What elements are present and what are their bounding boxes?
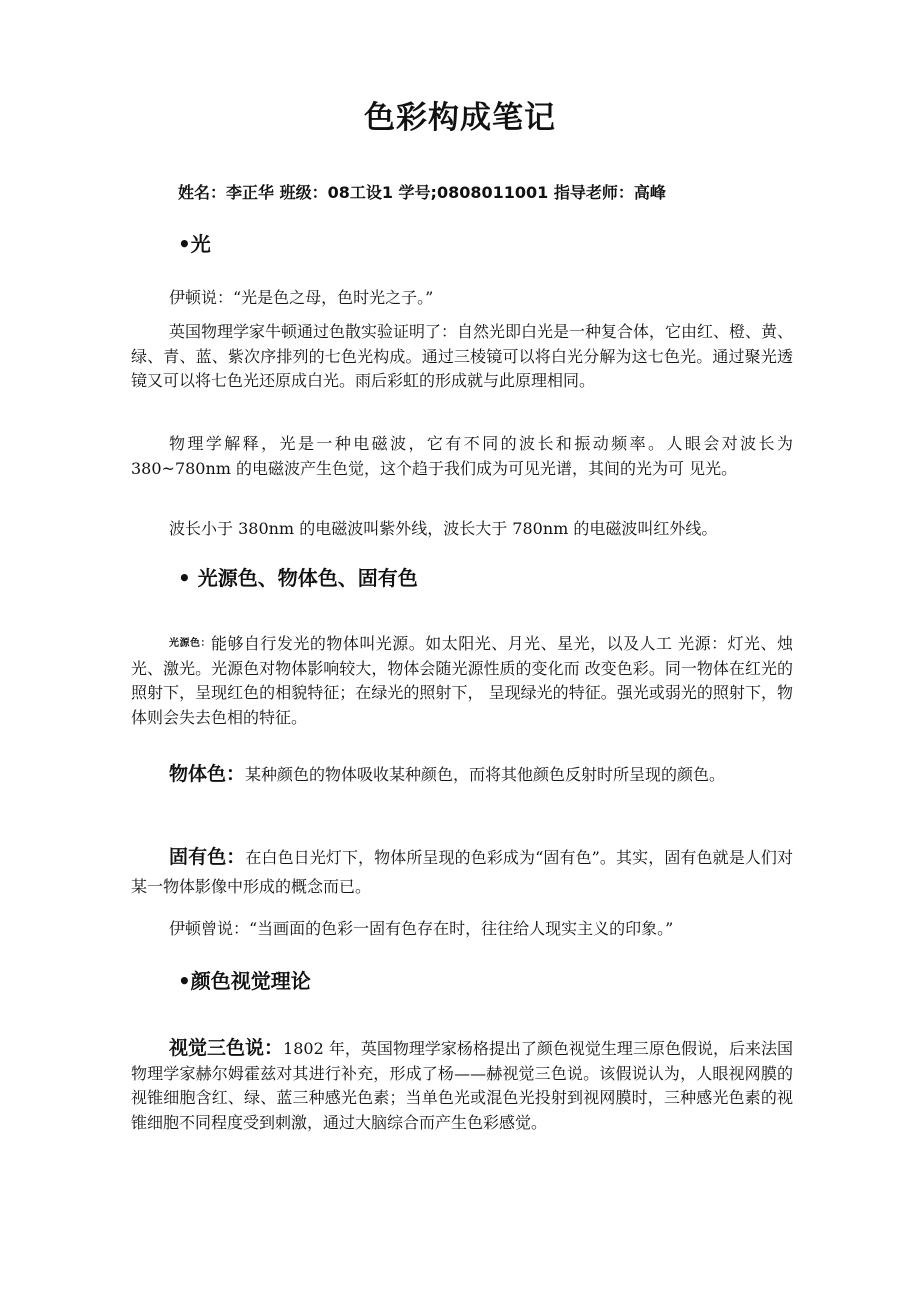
section-heading-vision: •颜色视觉理论	[178, 969, 311, 993]
paragraph-itten-quote-2: 伊顿曾说：“当画面的色彩一固有色存在时，往往给人现实主义的印象。”	[169, 919, 674, 938]
paragraph-object-color	[131, 760, 793, 789]
term-trichromatic-theory: 视觉三色说：	[169, 1037, 284, 1059]
page-title: 色彩构成笔记	[364, 100, 556, 136]
inherent-color-definition: 在白色日光灯下，物体所呈现的色彩成为“固有色”。其实，固有色就是人们对某一物体影像中形成的概念而已。	[131, 848, 793, 896]
paragraph-physics: 物理学解释，光是一种电磁波，它有不同的波长和振动频率。人眼会对波长为 380~780nm 的电磁波产生色觉，这个趋于我们成为可见光谱，其间的光为可 见光。	[131, 434, 793, 478]
paragraph-trichromatic-theory	[131, 1036, 793, 1135]
student-info: 姓名：李正华 班级：08工设1 学号;0808011001 指导老师：高峰	[178, 183, 666, 202]
light-source-definition: 能够自行发光的物体叫光源。如太阳光、月光、星光，以及人工 光源：灯光、烛光、激光。光源色对物体影响较大，物体会随光源性质的变化而 改变色彩。同一物体在红光的照射下，呈现红色的相貌特征；在绿光的照射下， 呈现绿光的特征。强光或弱光的照射下，物体则会失去色相的特征。	[131, 634, 794, 727]
trichromatic-definition: 1802 年，英国物理学家杨格提出了颜色视觉生理三原色假说，后来法国物理学家赫尔姆霍兹对其进行补充，形成了杨——赫视觉三色说。该假说认为，人眼视网膜的视锥细胞含红、绿、蓝三种感光色素；当单色光或混色光投射到视网膜时，三种感光色素的视锥细胞不同程度受到刺激，通过大脑综合而产生色彩感觉。	[131, 1039, 793, 1132]
paragraph-inherent-color	[131, 843, 793, 901]
section-heading-light: •光	[178, 232, 211, 256]
object-color-definition: 某种颜色的物体吸收某种颜色，而将其他颜色反射时所呈现的颜色。	[245, 765, 726, 784]
paragraph-wavelength: 波长小于 380nm 的电磁波叫紫外线，波长大于 780nm 的电磁波叫红外线。	[169, 519, 718, 538]
section-heading-colors: • 光源色、物体色、固有色	[178, 566, 418, 590]
paragraph-itten-quote: 伊顿说：“光是色之母，色时光之子。”	[169, 288, 434, 307]
term-light-source-color: 光源色：	[169, 638, 211, 649]
paragraph-light-source-color	[131, 632, 793, 730]
term-object-color: 物体色：	[169, 763, 246, 785]
term-inherent-color: 固有色：	[169, 846, 246, 868]
paragraph-newton: 英国物理学家牛顿通过色散实验证明了：自然光即白光是一种复合体，它由红、橙、黄、绿、青、蓝、紫次序排列的七色光构成。通过三棱镜可以将白光分解为这七色光。通过聚光透镜又可以将七色光还原成白光。雨后彩虹的形成就与此原理相同。	[131, 322, 794, 390]
